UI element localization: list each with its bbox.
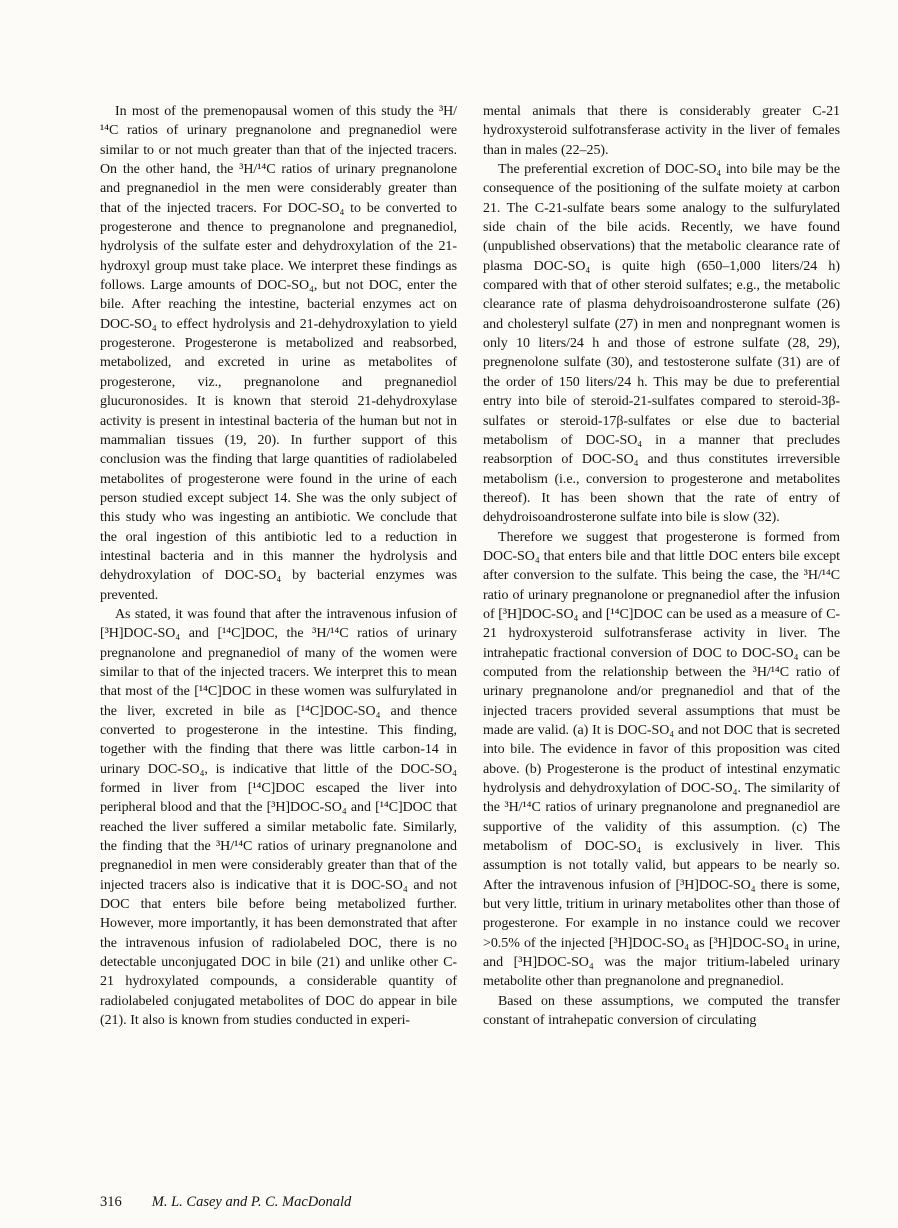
paragraph: As stated, it was found that after the intravenous infusion of [³H]DOC-SO₄ and [¹⁴C]DOC, the ³H/¹⁴C ratios of urinary pregnanolone and pregnanediol of many of the women were similar to that of the injected tracers. We interpret this to mean that most of the [¹⁴C]DOC in these women was sulfurylated in the liver, excreted in bile as [¹⁴C]DOC-SO₄ and thence converted to progesterone in the intestine. This finding, together with the finding that there was little carbon-14 in urinary DOC-SO₄, is indicative that little of the DOC-SO₄ formed in liver from [¹⁴C]DOC escaped the liver into peripheral blood and that the [³H]DOC-SO₄ and [¹⁴C]DOC that reached the liver suffered a similar metabolic fate. Similarly, the finding that the ³H/¹⁴C ratios of urinary pregnanolone and pregnanediol in men were considerably greater than that of the injected tracers also is indicative that it is DOC-SO₄ and not DOC that enters bile before being metabolized further. However, more importantly, it has been demonstrated that after the intravenous infusion of radiolabeled DOC, there is no detectable unconjugated DOC in bile (21) and unlike other C-21 hydroxylated compounds, a considerable quantity of radiolabeled conjugated metabolites of DOC do appear in bile (21). It also is known from studies conducted in experi- <box>100 606 457 1029</box>
paragraph: The preferential excretion of DOC-SO₄ into bile may be the consequence of the positioning of the sulfate moiety at carbon 21. The C-21-sulfate bears some analogy to the sulfurylated side chain of the bile acids. Recently, we have found (unpublished observations) that the metabolic clearance rate of plasma DOC-SO₄ is quite high (650–1,000 liters/24 h) compared with that of other steroid sulfates; e.g., the metabolic clearance rate of plasma dehydroisoandrosterone sulfate (26) and cholesteryl sulfate (27) in men and nonpregnant women is only 10 liters/24 h and those of estrone sulfate (28, 29), pregnenolone sulfate (30), and testosterone sulfate (31) are of the order of 150 liters/24 h. This may be due to preferential entry into bile of steroid-21-sulfates compared to steroid-3β-sulfates or steroid-17β-sulfates or else due to bacterial metabolism of DOC-SO₄ in a manner that precludes reabsorption of DOC-SO₄ and thus constitutes irreversible metabolism (i.e., conversion to progesterone and metabolites thereof). It has been shown that the rate of entry of dehydroisoandrosterone sulfate into bile is slow (32). <box>483 162 840 526</box>
left-column <box>100 102 457 1031</box>
right-column <box>483 102 840 1031</box>
page-footer <box>100 1194 840 1211</box>
paragraph: Based on these assumptions, we computed the transfer constant of intrahepatic conversion of circulating <box>483 993 840 1029</box>
paragraph-continuation: mental animals that there is considerably greater C-21 hydroxysteroid sulfotransferase activity in the liver of females than in males (22–25). <box>483 104 840 158</box>
paragraph: In most of the premenopausal women of this study the ³H/¹⁴C ratios of urinary pregnanolone and pregnanediol were similar to or not much greater than that of the injected tracers. On the other hand, the ³H/¹⁴C ratios of urinary pregnanolone and pregnanediol in the men were considerably greater than that of the injected tracers. For DOC-SO₄ to be converted to progesterone and thence to pregnanolone and pregnanediol, hydrolysis of the sulfate ester and dehydroxylation of the 21-hydroxyl group must take place. We interpret these findings as follows. Large amounts of DOC-SO₄, but not DOC, enter the bile. After reaching the intestine, bacterial enzymes act on DOC-SO₄ to effect hydrolysis and 21-dehydroxylation to yield progesterone. Progesterone is metabolized and reabsorbed, metabolized, and excreted in urine as metabolites of progesterone, viz., pregnanolone and pregnanediol glucuronosides. It is known that steroid 21-dehydroxylase activity is present in intestinal bacteria of the human but not in mammalian tissues (19, 20). In further support of this conclusion was the finding that large quantities of radiolabeled metabolites of progesterone were found in the urine of each person studied except subject 14. She was the only subject of this study who was ingesting an antibiotic. We conclude that the oral ingestion of this antibiotic led to a reduction in intestinal bacteria and in this manner the hydrolysis and dehydroxylation of DOC-SO₄ by bacterial enzymes was prevented. <box>100 104 457 603</box>
two-column-text-body <box>100 102 840 1031</box>
page-number: 316 <box>100 1194 122 1210</box>
running-title-authors: M. L. Casey and P. C. MacDonald <box>151 1194 352 1210</box>
paragraph: Therefore we suggest that progesterone is formed from DOC-SO₄ that enters bile and that little DOC enters bile except after conversion to the sulfate. This being the case, the ³H/¹⁴C ratio of urinary pregnanolone or pregnanediol after the infusion of [³H]DOC-SO₄ and [¹⁴C]DOC can be used as a measure of C-21 hydroxysteroid sulfotransferase activity in liver. The intrahepatic fractional conversion of DOC to DOC-SO₄ can be computed from the relationship between the ³H/¹⁴C ratio of urinary pregnanolone and/or pregnanediol and that of the injected tracers provided several assumptions that must be made are valid. (a) It is DOC-SO₄ and not DOC that is secreted into bile. The evidence in favor of this proposition was cited above. (b) Progesterone is the product of intestinal enzymatic hydrolysis and dehydroxylation of DOC-SO₄. The similarity of the ³H/¹⁴C ratios of urinary pregnanolone and pregnanediol are supportive of the validity of this assumption. (c) The metabolism of DOC-SO₄ is exclusively in liver. This assumption is not totally valid, but appears to be nearly so. After the intravenous infusion of [³H]DOC-SO₄ there is some, but very little, tritium in urinary metabolites other than those of progesterone. For example in no instance could we recover >0.5% of the injected [³H]DOC-SO₄ as [³H]DOC-SO₄ in urine, and [³H]DOC-SO₄ was the major tritium-labeled urinary metabolite other than pregnanolone and pregnanediol. <box>483 529 840 990</box>
